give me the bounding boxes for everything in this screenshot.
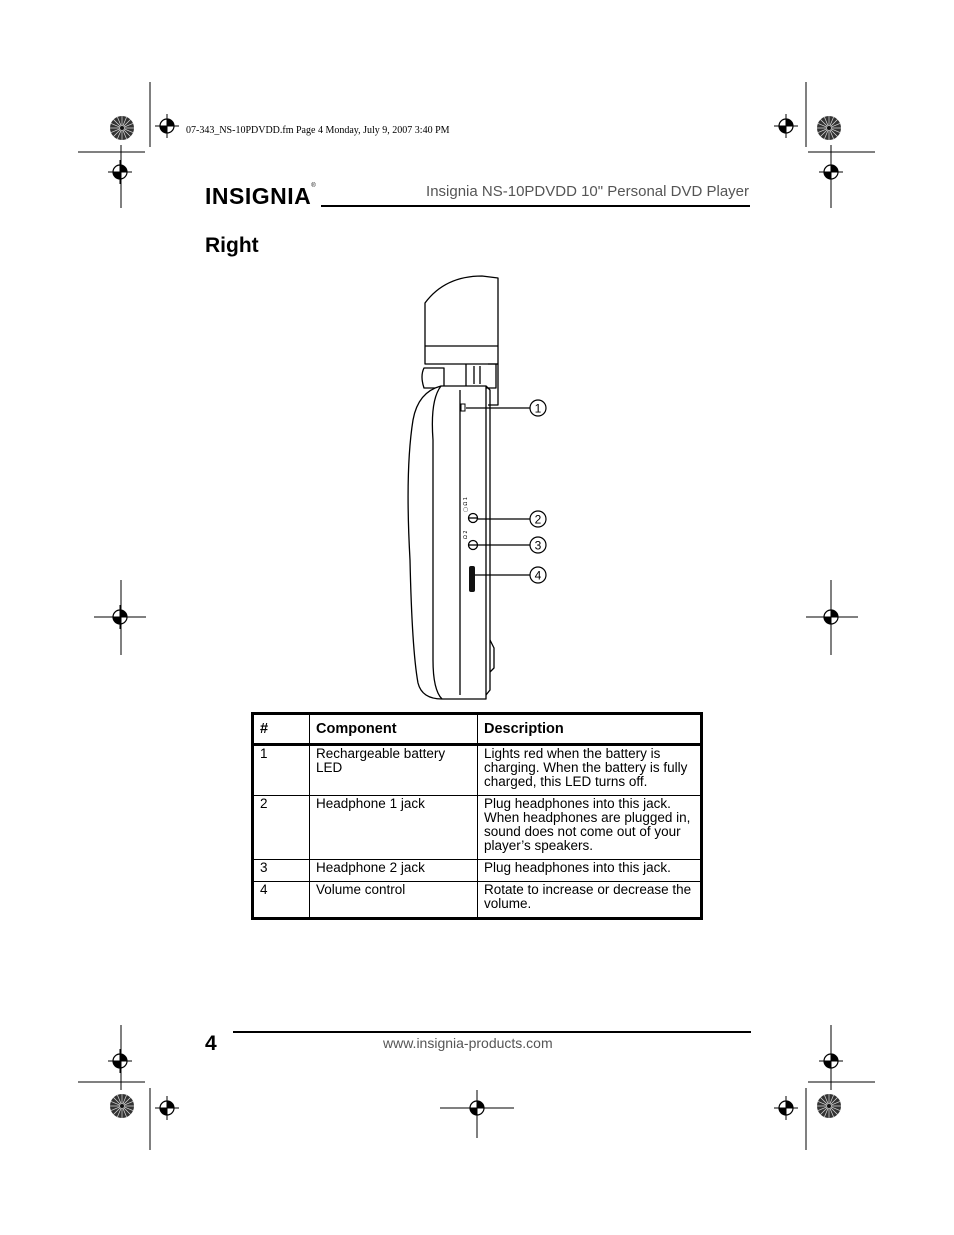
battery-led: [461, 404, 465, 411]
page-number: 4: [205, 1032, 217, 1055]
volume-wheel: [469, 566, 475, 592]
color-target-icon: [817, 1094, 841, 1118]
row-description: Lights red when the battery is charging. When the battery is fully charged, this LED turns off.: [478, 745, 702, 796]
components-table: [251, 712, 703, 920]
brand-logo-text: INSIGNIA: [205, 183, 312, 209]
svg-text:Ω 2: Ω 2: [463, 530, 469, 539]
hinge-knob: [422, 368, 444, 388]
callout-3-label: 3: [534, 538, 542, 553]
column-header-component: Component: [310, 714, 478, 745]
table-row: [253, 860, 702, 882]
headphone-jack-1: [468, 514, 478, 523]
color-target-icon: [110, 1094, 134, 1118]
row-description: Plug headphones into this jack. When headphones are plugged in, sound does not come out of your player’s speakers.: [478, 796, 702, 860]
row-component: Headphone 1 jack: [310, 796, 478, 860]
svg-text:▢ Ω 1: ▢ Ω 1: [463, 497, 469, 512]
table-row: [253, 745, 702, 796]
registration-mark-icon: [155, 114, 179, 138]
print-info-slug: 07-343_NS-10PDVDD.fm Page 4 Monday, July 9, 2007 3:40 PM: [186, 125, 450, 136]
row-component: Volume control: [310, 882, 478, 919]
registration-mark-icon: [465, 1096, 489, 1120]
section-title: Right: [205, 234, 259, 257]
registration-mark-icon: [819, 160, 843, 184]
brand-logo: [205, 183, 316, 210]
row-component: Headphone 2 jack: [310, 860, 478, 882]
header-title: Insignia NS-10PDVDD 10" Personal DVD Player: [426, 183, 749, 200]
registration-mark-icon: [774, 1096, 798, 1120]
headphone-jack-2: [468, 541, 478, 550]
row-description: Plug headphones into this jack.: [478, 860, 702, 882]
registration-mark-icon: [774, 114, 798, 138]
table-row: [253, 796, 702, 860]
registration-mark-icon: [108, 605, 132, 629]
column-header-description: Description: [478, 714, 702, 745]
hinge: [466, 364, 496, 388]
screen-lid: [425, 276, 498, 364]
color-target-icon: [817, 116, 841, 140]
registered-mark: ®: [311, 183, 317, 189]
row-number: 4: [253, 882, 310, 919]
row-number: 1: [253, 745, 310, 796]
registration-mark-icon: [819, 1049, 843, 1073]
registration-mark-icon: [108, 1049, 132, 1073]
footer-rule: [233, 1031, 751, 1033]
header-rule: [321, 205, 750, 207]
table-row: [253, 882, 702, 919]
callout-1-label: 1: [534, 401, 542, 416]
callout-4-label: 4: [534, 568, 542, 583]
table-header-row: [253, 714, 702, 745]
registration-mark-icon: [108, 160, 132, 184]
column-header-number: #: [253, 714, 310, 745]
row-number: 2: [253, 796, 310, 860]
callout-2-label: 2: [534, 512, 542, 527]
registration-mark-icon: [155, 1096, 179, 1120]
footer-url: www.insignia-products.com: [383, 1035, 553, 1051]
color-target-icon: [110, 116, 134, 140]
player-right-side-illustration: [395, 272, 565, 704]
row-description: Rotate to increase or decrease the volume.: [478, 882, 702, 919]
registration-mark-icon: [819, 605, 843, 629]
row-component: Rechargeable battery LED: [310, 745, 478, 796]
row-number: 3: [253, 860, 310, 882]
